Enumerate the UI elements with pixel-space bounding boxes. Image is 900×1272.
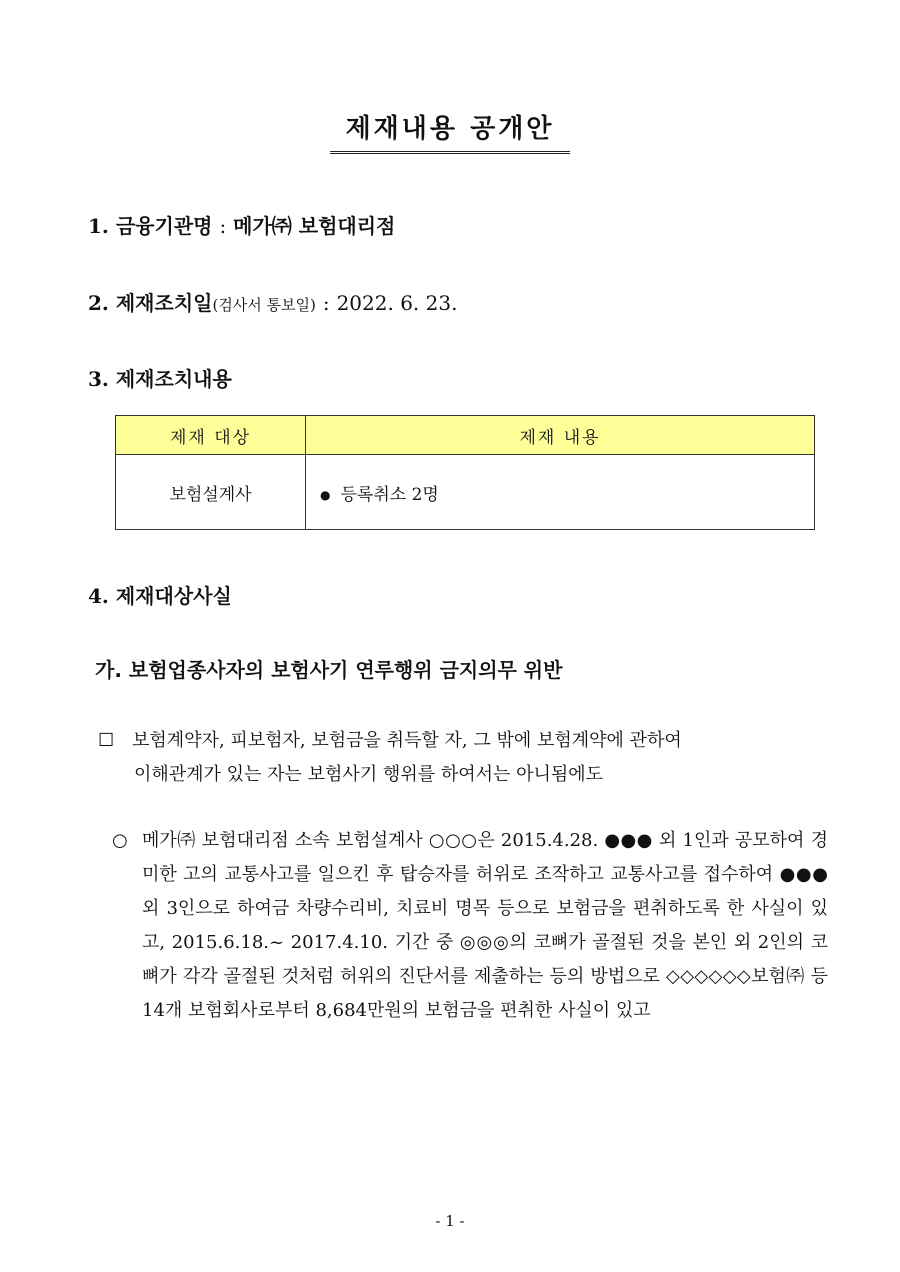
section-2-heading — [88, 287, 457, 316]
title-container — [0, 108, 900, 154]
section-2-note: (검사서 통보일) — [212, 296, 316, 314]
bullet-icon: ● — [320, 488, 331, 502]
page-title: 제재내용 공개안 — [330, 108, 571, 154]
section-1-heading — [88, 210, 395, 239]
sanction-table — [115, 415, 815, 530]
paragraph-facts-text: 메가㈜ 보험대리점 소속 보험설계사 ○○○은 2015.4.28. ●●● 외 1인과 공모하여 경미한 고의 교통사고를 일으킨 후 탑승자를 허위로 조작하고 교통사고를 접수하여 ●●● 외 3인으로 하여금 차량수리비, 치료비 명목 등으로 보험금을 편취하도록 한 사실이 있고, 2015.6.18.~ 2017.4.10. 기간 중 ◎◎◎의 코뼈가 골절된 것을 본인 외 2인의 코뼈가 각각 골절된 것처럼 허위의 진단서를 제출하는 등의 방법으로 ◇◇◇◇◇◇보험㈜ 등 14개 보험회사로부터 8,684만원의 보험금을 편취한 사실이 있고 — [142, 830, 828, 1021]
section-3-label: 제재조치내용 — [115, 367, 232, 391]
table-header-row — [116, 416, 815, 455]
table-cell-target: 보험설계사 — [116, 455, 306, 530]
section-2-number: 2. — [88, 291, 109, 315]
circle-marker-icon: ○ — [112, 830, 128, 851]
page-number: - 1 - — [435, 1212, 465, 1230]
paragraph-facts — [112, 824, 828, 1028]
paragraph-premise — [98, 724, 816, 792]
paragraph-premise-line-2: 이해관계가 있는 자는 보험사기 행위를 하여서는 아니됨에도 — [134, 764, 604, 785]
paragraph-premise-line-1 — [98, 724, 816, 758]
subsection-heading: 가. 보험업종사자의 보험사기 연루행위 금지의무 위반 — [95, 658, 563, 682]
section-4-number: 4. — [88, 584, 109, 608]
table-cell-content — [306, 455, 815, 530]
section-2-label: 제재조치일 — [115, 291, 213, 315]
checkbox-square-icon: ☐ — [98, 730, 115, 751]
paragraph-premise-text-1: 보험계약자, 피보험자, 보험금을 취득할 자, 그 밖에 보험계약에 관하여 — [132, 730, 682, 751]
section-1-label: 금융기관명 — [115, 214, 213, 238]
section-1-separator: : — [219, 214, 227, 238]
table-header-target: 제재 대상 — [116, 416, 306, 455]
section-4-heading — [88, 580, 232, 609]
section-1-value: 메가㈜ 보험대리점 — [233, 214, 396, 238]
table-cell-content-text: 등록취소 2명 — [340, 484, 439, 505]
section-4-label: 제재대상사실 — [115, 584, 232, 608]
table-header-content: 제재 내용 — [306, 416, 815, 455]
table-row — [116, 455, 815, 530]
section-1-number: 1. — [88, 214, 109, 238]
section-2-separator: : — [322, 291, 330, 315]
section-2-value: 2022. 6. 23. — [336, 291, 458, 315]
section-3-number: 3. — [88, 367, 109, 391]
section-3-heading — [88, 363, 232, 392]
